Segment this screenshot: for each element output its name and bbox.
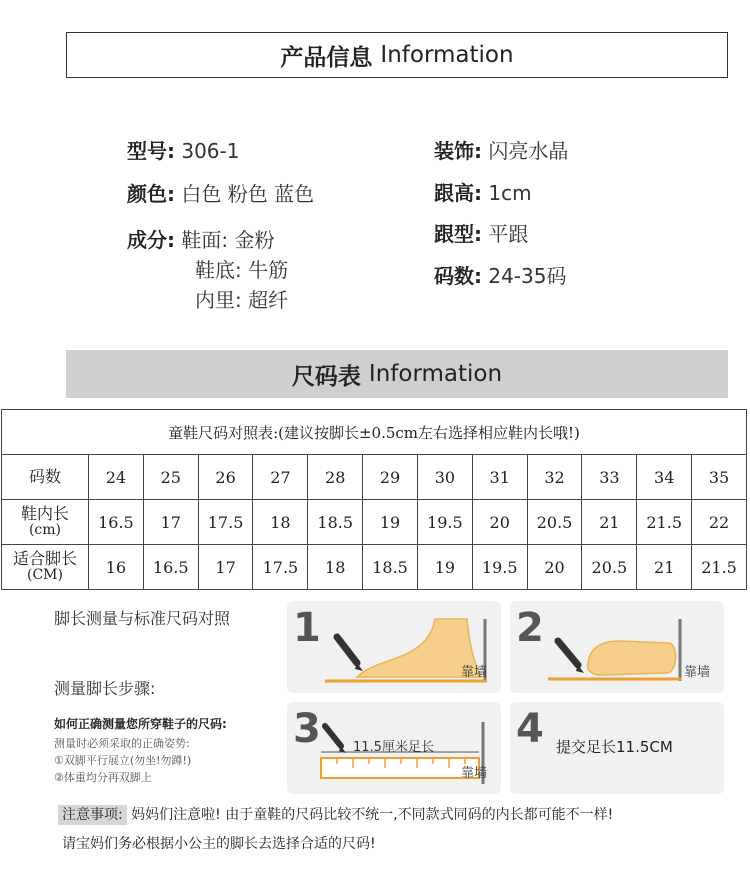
table-cell: 18.5: [363, 545, 418, 590]
foot-shape: [588, 641, 676, 675]
spec-key: 成分:: [127, 228, 175, 252]
spec-key: 型号:: [127, 139, 175, 163]
measure-label: 11.5厘米足长: [353, 740, 434, 755]
table-cell: 16: [89, 545, 144, 590]
spec-heel-height: [434, 183, 532, 203]
table-cell: 17: [198, 545, 253, 590]
table-cell: 20.5: [527, 500, 582, 545]
spec-key: 颜色:: [127, 182, 175, 206]
measure-heading: 脚长测量与标准尺码对照: [54, 609, 231, 628]
table-cell: 25: [143, 455, 198, 500]
spec-material-lining: [195, 290, 288, 310]
table-cell: 34: [637, 455, 692, 500]
submit-length-text: 提交足长11.5CM: [556, 738, 673, 756]
spec-key: 装饰:: [434, 139, 482, 163]
spec-size-range: [434, 266, 566, 286]
spec-key: 跟型:: [434, 222, 482, 246]
table-cell: 18: [308, 545, 363, 590]
table-cell: 19: [417, 545, 472, 590]
step-number: 4: [516, 706, 544, 752]
table-cell: 19.5: [417, 500, 472, 545]
how-to-line: 测量时必须采取的正确姿势:: [54, 737, 190, 750]
size-table-header: 童鞋尺码对照表:(建议按脚长±0.5cm左右选择相应鞋内长哦!): [2, 410, 747, 455]
size-chart-title: [66, 350, 728, 398]
spec-value: 闪亮水晶: [488, 139, 569, 163]
table-cell: 16.5: [89, 500, 144, 545]
step-number: 2: [516, 605, 544, 651]
table-cell: 17: [143, 500, 198, 545]
how-to-measure-title: 如何正确测量您所穿鞋子的尺码:: [54, 717, 227, 731]
table-cell: 21.5: [692, 545, 747, 590]
pencil-body: [337, 637, 357, 663]
step-number: 3: [293, 706, 321, 752]
how-to-line: ①双脚平行展立(勿坐!勿蹲!): [54, 754, 192, 767]
step-card-4: [510, 702, 724, 794]
steps-heading: 测量脚长步骤:: [54, 679, 156, 698]
table-cell: 16.5: [143, 545, 198, 590]
step-card-2: [510, 601, 724, 693]
row-label-text: 适合脚长: [12, 549, 77, 569]
product-info-title: [66, 32, 728, 78]
table-row: [2, 500, 747, 545]
spec-value: 24-35码: [488, 264, 567, 288]
pencil-body: [558, 641, 578, 665]
step-number: 1: [293, 605, 321, 651]
spec-value: 306-1: [181, 139, 240, 163]
note-line-2: 请宝妈们务必根据小公主的脚长去选择合适的尺码!: [62, 836, 376, 852]
spec-decoration: [434, 141, 568, 161]
note-tag: 注意事项:: [58, 805, 127, 825]
step-card-1: [287, 601, 501, 693]
spec-value: 鞋面: 金粉: [181, 228, 275, 252]
table-cell: 18: [253, 500, 308, 545]
table-row: [2, 545, 747, 590]
row-label-inner-length: [2, 500, 89, 545]
size-chart-title-zh: 尺码表: [291, 363, 361, 390]
table-cell: 35: [692, 455, 747, 500]
row-label-unit: (CM): [27, 567, 63, 584]
note-text: 妈妈们注意啦! 由于童鞋的尺码比较不统一,不同款式同码的内长都可能不一样!: [131, 807, 614, 823]
ruler: [321, 758, 479, 778]
spec-value: 白色 粉色 蓝色: [181, 182, 315, 206]
row-label-unit: (cm): [28, 522, 62, 539]
row-label-size: 码数: [2, 455, 89, 500]
spec-model: [127, 141, 239, 161]
table-cell: 24: [89, 455, 144, 500]
wall-label: 靠墙: [461, 665, 488, 680]
product-info-title-zh: 产品信息: [280, 44, 373, 71]
spec-material: [127, 230, 274, 250]
pencil-body: [325, 726, 341, 746]
table-row: [2, 455, 747, 500]
size-table: [1, 409, 747, 590]
table-cell: 21: [637, 545, 692, 590]
table-cell: 19: [363, 500, 418, 545]
spec-value: 内里: 超纤: [195, 288, 289, 312]
table-cell: 28: [308, 455, 363, 500]
spec-color: [127, 184, 314, 204]
table-cell: 32: [527, 455, 582, 500]
table-cell: 20.5: [582, 545, 637, 590]
table-cell: 31: [472, 455, 527, 500]
spec-value: 鞋底: 牛筋: [195, 258, 289, 282]
spec-heel-type: [434, 224, 528, 244]
size-chart-title-en: Information: [368, 361, 503, 387]
table-cell: 33: [582, 455, 637, 500]
spec-value: 平跟: [488, 222, 529, 246]
spec-key: 跟高:: [434, 181, 482, 205]
table-cell: 22: [692, 500, 747, 545]
how-to-line: ②体重均分再双脚上: [54, 771, 152, 784]
step-card-3: [287, 702, 501, 794]
table-cell: 18.5: [308, 500, 363, 545]
table-cell: 29: [363, 455, 418, 500]
wall-label: 靠墙: [684, 665, 711, 680]
table-cell: 30: [417, 455, 472, 500]
spec-value: 1cm: [488, 181, 532, 205]
row-label-foot-length: [2, 545, 89, 590]
table-cell: 20: [472, 500, 527, 545]
row-label-text: 鞋内长: [20, 504, 69, 524]
wall-label: 靠墙: [461, 766, 488, 781]
table-cell: 17.5: [253, 545, 308, 590]
table-cell: 21: [582, 500, 637, 545]
table-cell: 21.5: [637, 500, 692, 545]
table-cell: 17.5: [198, 500, 253, 545]
spec-key: 码数:: [434, 264, 482, 288]
table-cell: 19.5: [472, 545, 527, 590]
table-cell: 26: [198, 455, 253, 500]
spec-material-sole: [195, 260, 288, 280]
table-cell: 20: [527, 545, 582, 590]
note-line-1: [58, 804, 613, 824]
table-cell: 27: [253, 455, 308, 500]
product-info-title-en: Information: [380, 42, 514, 68]
